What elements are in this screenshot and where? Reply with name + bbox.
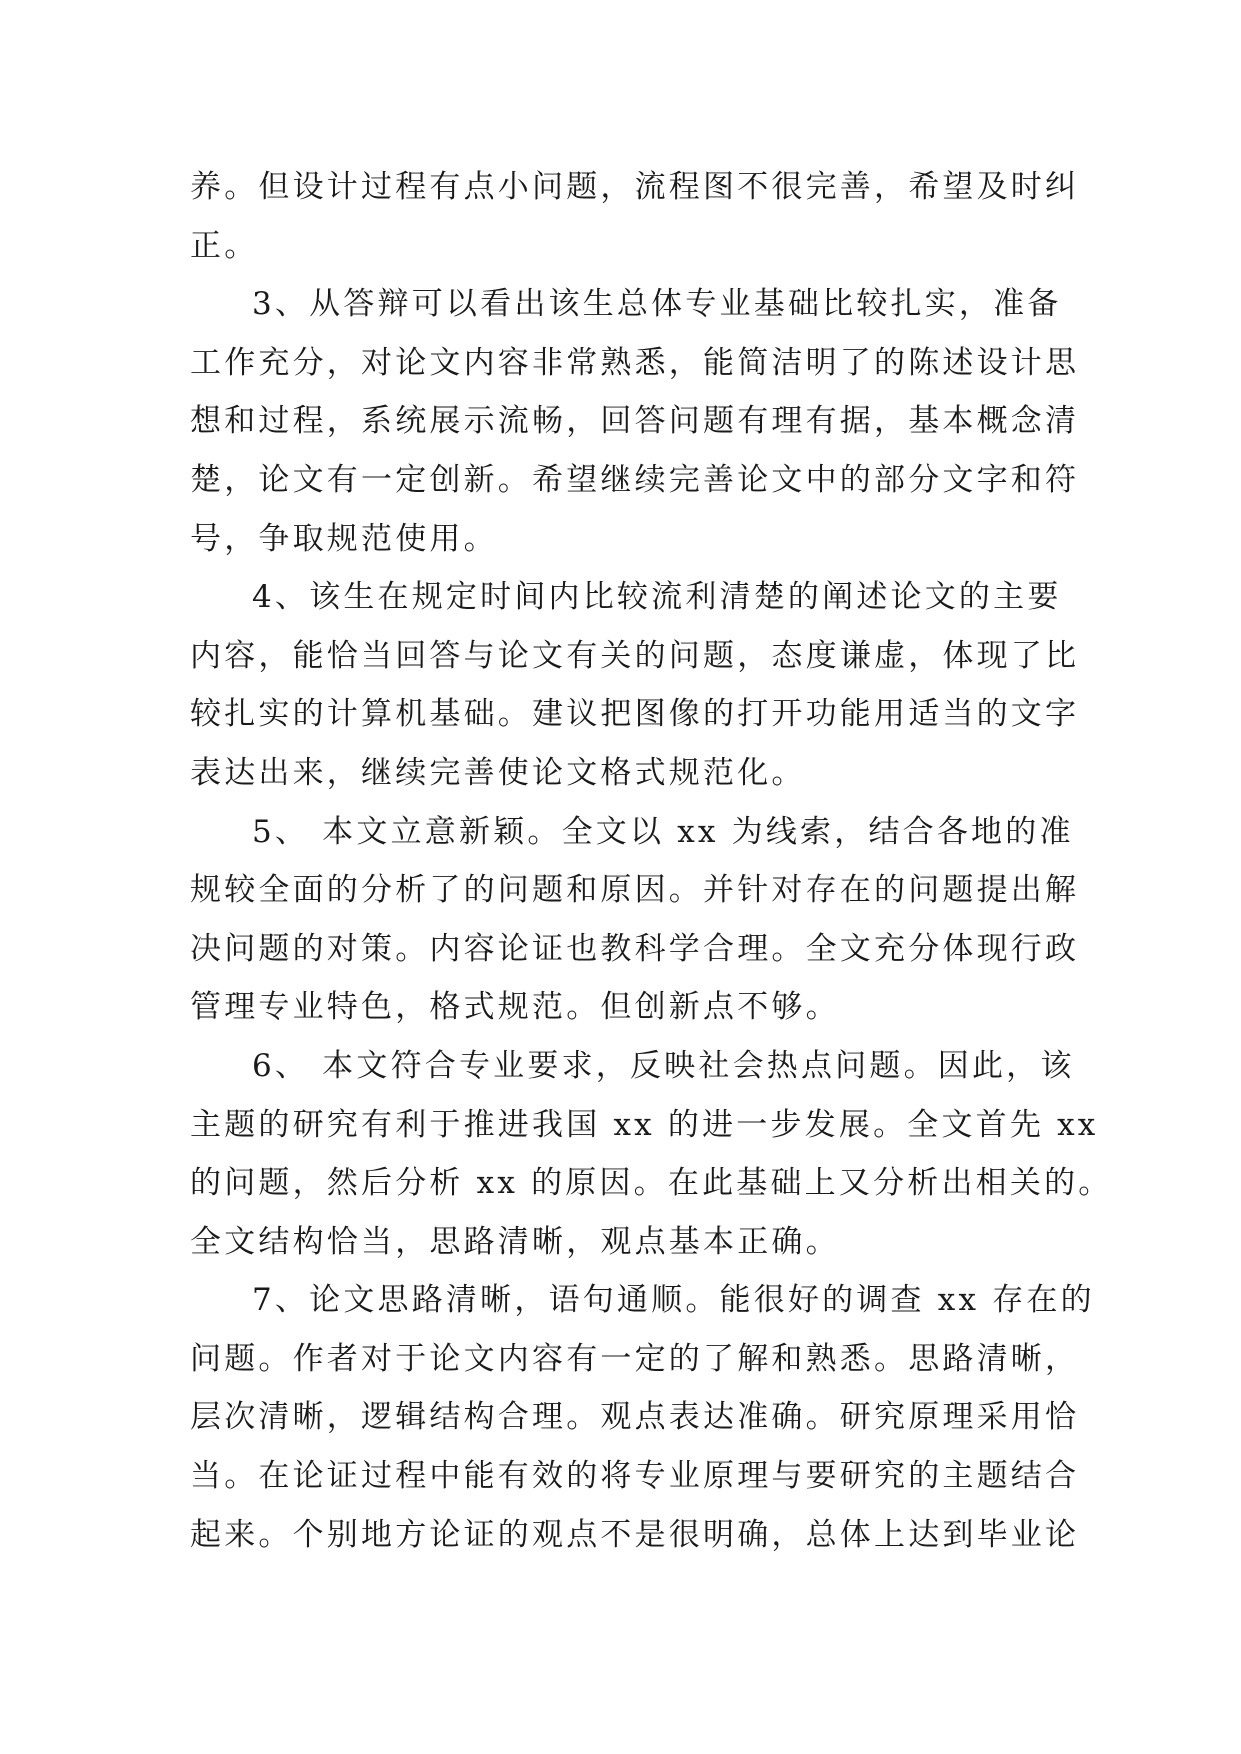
text-line: 当。在论证过程中能有效的将专业原理与要研究的主题结合 (190, 1458, 1080, 1495)
text-line: 较扎实的计算机基础。建议把图像的打开功能用适当的文字 (190, 696, 1080, 733)
text-line: 楚，论文有一定创新。希望继续完善论文中的部分文字和符 (190, 461, 1080, 498)
paragraph (190, 568, 1080, 802)
text-line: 的问题，然后分析 xx 的原因。在此基础上又分析出相关的。 (190, 1165, 1113, 1202)
text-line: 正。 (190, 227, 259, 264)
paragraph (190, 1271, 1095, 1564)
text-line: 养。但设计过程有点小问题，流程图不很完善，希望及时纠 (190, 169, 1080, 205)
text-line: 主题的研究有利于推进我国 xx 的进一步发展。全文首先 xx (190, 1106, 1099, 1143)
text-line: 6、 本文符合专业要求，反映社会热点问题。因此，该 (252, 1047, 1075, 1084)
text-line: 7、论文思路清晰，语句通顺。能很好的调查 xx 存在的 (252, 1282, 1095, 1319)
paragraph (190, 158, 1080, 275)
text-line: 起来。个别地方论证的观点不是很明确，总体上达到毕业论 (190, 1516, 1080, 1553)
text-line: 全文结构恰当，思路清晰，观点基本正确。 (190, 1223, 840, 1260)
text-line: 决问题的对策。内容论证也教科学合理。全文充分体现行政 (190, 930, 1080, 967)
paragraph (190, 803, 1080, 1037)
text-line: 规较全面的分析了的问题和原因。并针对存在的问题提出解 (190, 872, 1080, 909)
text-line: 号，争取规范使用。 (190, 520, 498, 557)
text-line: 5、 本文立意新颖。全文以 xx 为线索，结合各地的准 (252, 813, 1074, 850)
text-line: 3、从答辩可以看出该生总体专业基础比较扎实，准备 (252, 286, 1062, 323)
text-line: 管理专业特色，格式规范。但创新点不够。 (190, 989, 840, 1026)
paragraph (190, 275, 1080, 568)
text-line: 想和过程，系统展示流畅，回答问题有理有据，基本概念清 (190, 403, 1080, 440)
text-line: 问题。作者对于论文内容有一定的了解和熟悉。思路清晰， (190, 1340, 1080, 1377)
text-line: 4、该生在规定时间内比较流利清楚的阐述论文的主要 (252, 579, 1062, 616)
text-line: 工作充分，对论文内容非常熟悉，能简洁明了的陈述设计思 (190, 344, 1080, 381)
text-line: 层次清晰，逻辑结构合理。观点表达准确。研究原理采用恰 (190, 1399, 1080, 1436)
document-body (190, 158, 1113, 1564)
paragraph (190, 1037, 1113, 1271)
text-line: 表达出来，继续完善使论文格式规范化。 (190, 754, 806, 791)
text-line: 内容，能恰当回答与论文有关的问题，态度谦虚，体现了比 (190, 637, 1080, 674)
